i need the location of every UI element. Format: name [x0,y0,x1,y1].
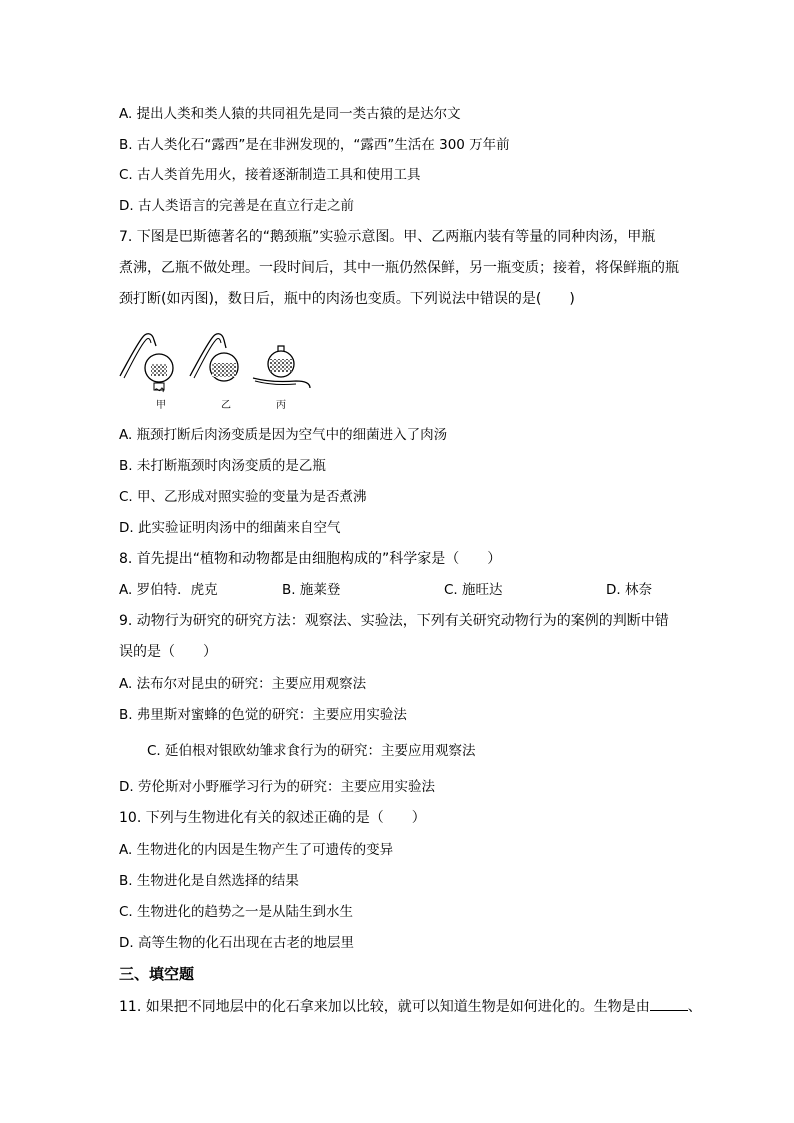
q8-stem: 8. 首先提出“植物和动物都是由细胞构成的”科学家是（ ） [119,551,502,567]
q10-option-a: A. 生物进化的内因是生物产生了可遗传的变异 [119,842,394,858]
q10-option-c: C. 生物进化的趋势之一是从陆生到水生 [119,904,354,920]
q8-option-d: D. 林奈 [606,582,652,598]
label-jia: 甲 [156,400,166,411]
q6-option-b: B. 古人类化石“露西”是在非洲发现的，“露西”生活在 300 万年前 [119,137,510,153]
q11-stem-text: 11. 如果把不同地层中的化石拿来加以比较，就可以知道生物是如何进化的。生物是由 [119,999,650,1015]
q11-blank-1[interactable] [650,996,688,1011]
q7-stem-line3: 颈打断(如丙图)，数日后，瓶中的肉汤也变质。下列说法中错误的是( ) [119,291,575,307]
q9-option-c: C. 延伯根对银欧幼雏求食行为的研究：主要应用观察法 [147,743,476,759]
q7-stem-line2: 煮沸，乙瓶不做处理。一段时间后，其中一瓶仍然保鲜，另一瓶变质；接着，将保鲜瓶的瓶 [119,260,679,276]
q7-option-b: B. 未打断瓶颈时肉汤变质的是乙瓶 [119,458,326,474]
q9-option-b: B. 弗里斯对蜜蜂的色觉的研究：主要应用实验法 [119,707,407,723]
swan-neck-flask-figure [118,326,318,416]
q9-stem-line2: 误的是（ ） [119,644,217,660]
flask-yi-icon [190,334,238,381]
q6-option-c: C. 古人类首先用火，接着逐渐制造工具和使用工具 [119,167,421,183]
q10-stem: 10. 下列与生物进化有关的叙述正确的是（ ） [119,810,426,826]
flask-bing-icon [253,346,310,388]
q7-option-c: C. 甲、乙形成对照实验的变量为是否煮沸 [119,489,367,505]
q10-option-d: D. 高等生物的化石出现在古老的地层里 [119,935,354,951]
section-title-fill-in: 三、填空题 [119,965,195,983]
q8-option-a: A. 罗伯特．虎克 [119,582,218,598]
q9-stem-line1: 9. 动物行为研究的研究方法：观察法、实验法，下列有关研究动物行为的案例的判断中错 [119,613,669,629]
q11-stem [119,996,702,1017]
q9-option-a: A. 法布尔对昆虫的研究：主要应用观察法 [119,676,367,692]
q6-option-a: A. 提出人类和类人猿的共同祖先是同一类古猿的是达尔文 [119,106,461,122]
q7-option-a: A. 瓶颈打断后肉汤变质是因为空气中的细菌进入了肉汤 [119,427,448,443]
q7-stem-line1: 7. 下图是巴斯德著名的“鹅颈瓶”实验示意图。甲、乙两瓶内装有等量的同种肉汤，甲瓶 [119,229,656,245]
q6-option-d: D. 古人类语言的完善是在直立行走之前 [119,198,354,214]
q7-option-d: D. 此实验证明肉汤中的细菌来自空气 [119,520,341,536]
q11-stem-tail: 、 [687,999,702,1015]
q9-option-d: D. 劳伦斯对小野雁学习行为的研究：主要应用实验法 [119,779,435,795]
q8-option-b: B. 施莱登 [282,582,341,598]
label-bing: 丙 [276,400,286,411]
q8-option-c: C. 施旺达 [444,582,503,598]
q10-option-b: B. 生物进化是自然选择的结果 [119,873,299,889]
label-yi: 乙 [221,400,231,411]
flask-jia-icon [120,334,173,392]
